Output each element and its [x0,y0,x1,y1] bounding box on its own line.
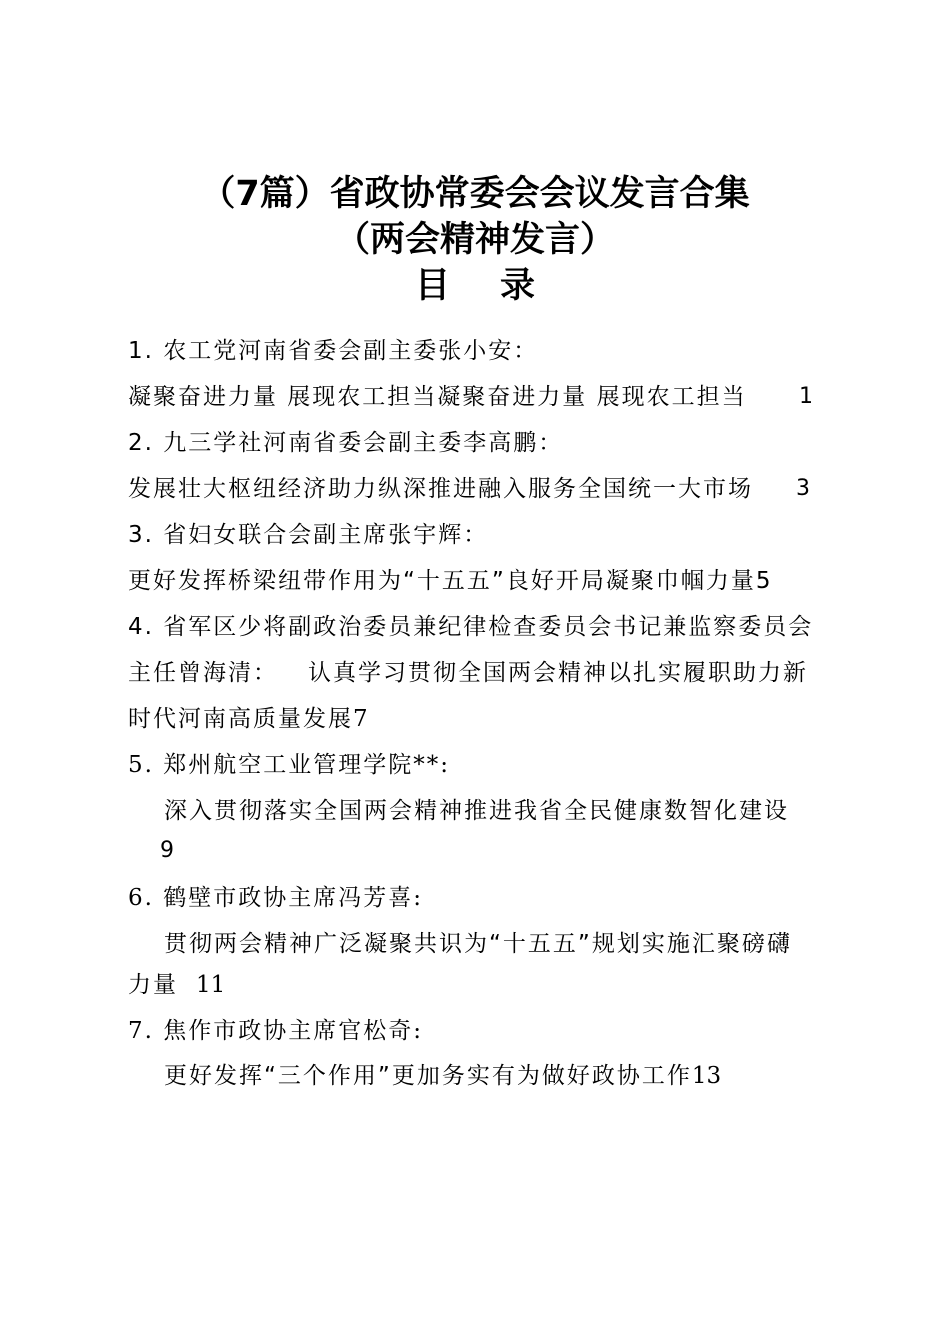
toc-entry-2-heading[interactable]: 2. 九三学社河南省委会副主委李高鹏： [128,430,564,456]
toc-entry-4-heading[interactable]: 4. 省军区少将副政治委员兼纪律检查委员会书记兼监察委员会 [128,614,814,640]
toc-entry-4-page: 7 [353,706,368,732]
toc-entry-3-title-text: 更好发挥桥梁纽带作用为“十五五”良好开局凝聚巾帼力量 [128,568,756,594]
document-title: （7篇）省政协常委会会议发言合集 [200,174,750,214]
toc-entry-5-title[interactable]: 深入贯彻落实全国两会精神推进我省全民健康数智化建设 [164,798,789,824]
toc-heading-char-2: 录 [500,266,536,306]
toc-entry-4-title[interactable]: 认真学习贯彻全国两会精神以扎实履职助力新 [308,660,808,686]
toc-entry-1-page: 1 [799,384,813,409]
toc-entry-3-page: 5 [755,568,771,594]
toc-heading-char-1: 目 [414,266,450,306]
toc-entry-7-heading[interactable]: 7. 焦作市政协主席官松奇: [128,1018,424,1044]
toc-entry-6-title[interactable]: 贯彻两会精神广泛凝聚共识为“十五五”规划实施汇聚磅礴 [164,931,792,957]
toc-entry-3-heading[interactable]: 3. 省妇女联合会副主席张宇辉： [128,522,489,548]
toc-entry-6-title-text: 力量 [128,972,178,998]
toc-entry-1-heading[interactable]: 1. 农工党河南省委会副主委张小安： [128,338,539,364]
document-subtitle: （两会精神发言） [334,220,615,260]
toc-entry-4-heading-cont[interactable]: 主任曾海清： [128,660,278,686]
toc-entry-5-page: 9 [160,838,174,863]
toc-entry-4-title-text: 时代河南高质量发展 [128,706,353,732]
toc-entry-3-title[interactable] [128,566,770,596]
toc-entry-4-title-cont[interactable] [128,704,368,734]
toc-entry-2-page: 3 [796,476,810,501]
toc-entry-6-heading[interactable]: 6. 鹤壁市政协主席冯芳喜: [128,885,424,911]
toc-entry-7-title-text: 更好发挥“三个作用”更加务实有为做好政协工作 [164,1063,692,1089]
toc-entry-2-title[interactable]: 发展壮大枢纽经济助力纵深推进融入服务全国统一大市场 [128,476,753,502]
toc-entry-6-title-cont[interactable] [128,970,225,1000]
toc-entry-7-page: 13 [691,1063,722,1089]
toc-entry-6-page: 11 [196,972,226,998]
toc-heading [0,262,950,310]
toc-entry-5-heading[interactable]: 5. 郑州航空工业管理学院**: [128,752,451,778]
toc-entry-7-title[interactable] [164,1061,721,1091]
toc-entry-1-title[interactable]: 凝聚奋进力量 展现农工担当凝聚奋进力量 展现农工担当 [128,384,747,410]
